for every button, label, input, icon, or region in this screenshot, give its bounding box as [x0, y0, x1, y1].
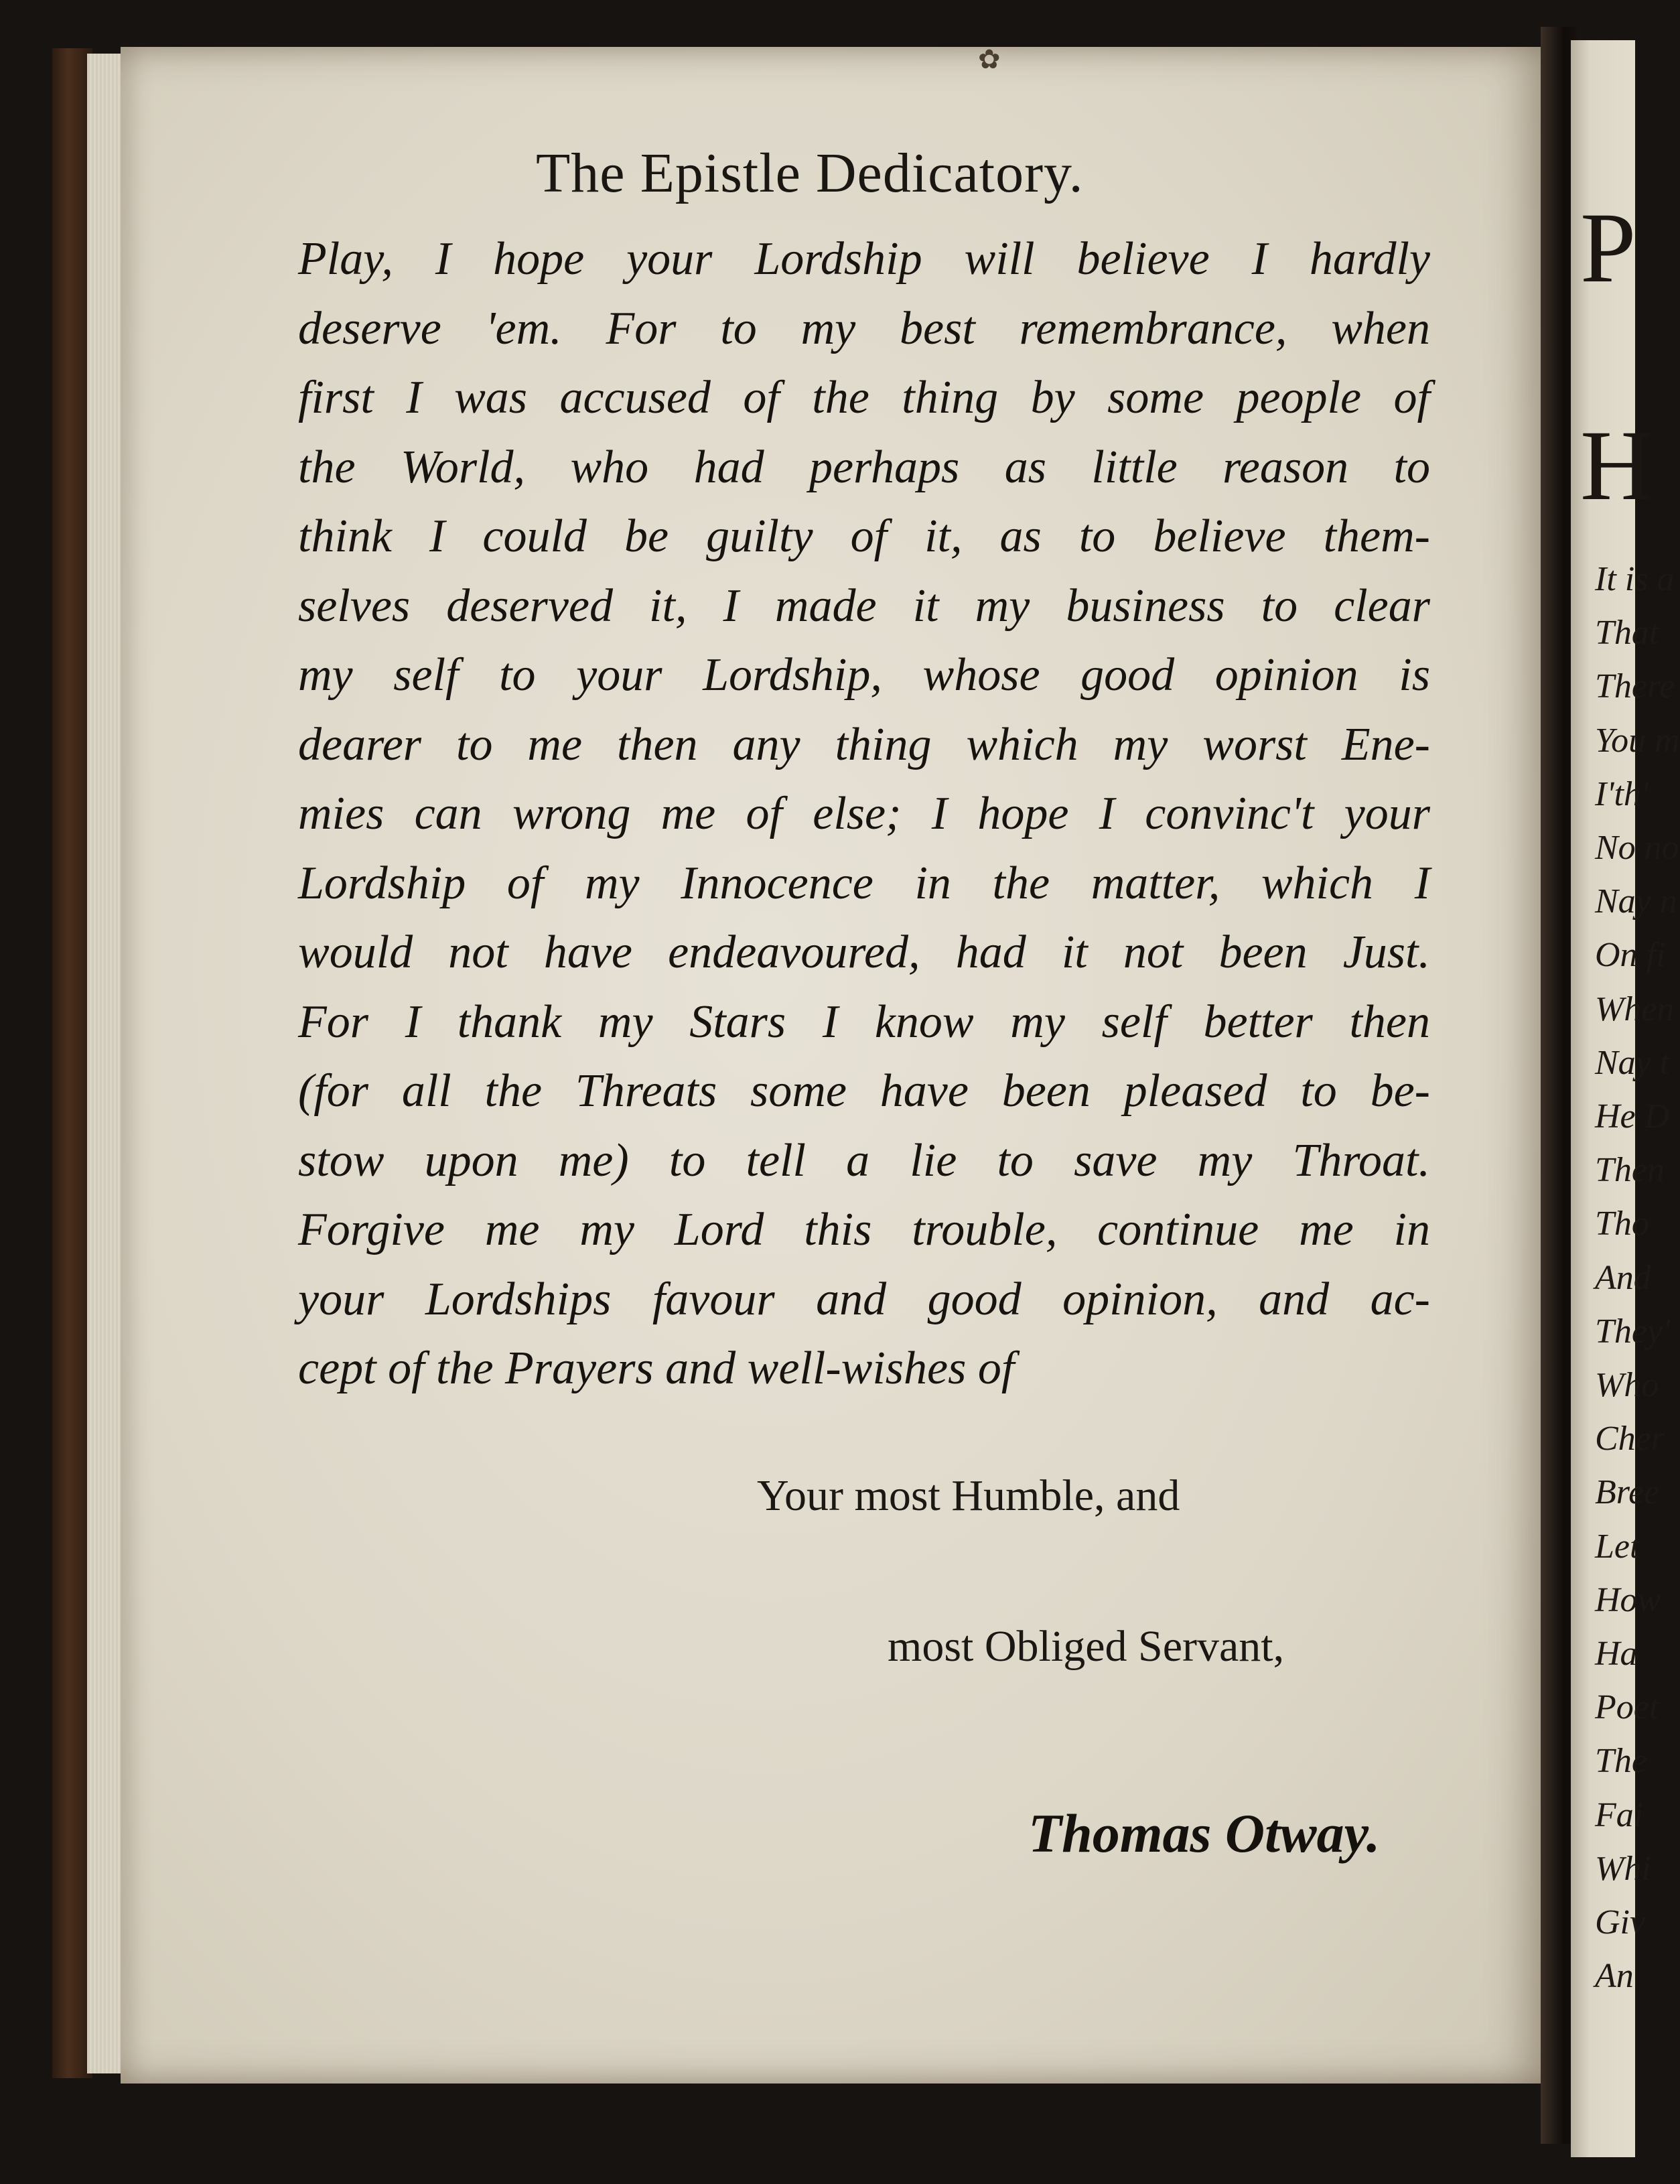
- facing-line-fragment: Fai: [1595, 1795, 1644, 1834]
- facing-line-fragment: I'th': [1595, 774, 1649, 813]
- signature: Thomas Otway.: [1028, 1803, 1381, 1864]
- text-line: the World, who had perhaps as little reason to: [298, 441, 1430, 493]
- text-line: Forgive me my Lord this trouble, continue me in: [298, 1204, 1430, 1255]
- facing-line-fragment: Nay n: [1595, 882, 1677, 921]
- text-line: mies can wrong me of else; I hope I convinc't your: [298, 788, 1430, 839]
- text-line: stow upon me) to tell a lie to save my Throat.: [298, 1134, 1430, 1186]
- facing-line-fragment: That: [1595, 614, 1659, 653]
- facing-line-fragment: Who: [1595, 1366, 1659, 1404]
- text-line: first I was accused of the thing by some people of: [298, 372, 1430, 423]
- page-edges: [87, 54, 123, 2073]
- facing-line-fragment: The: [1595, 1742, 1647, 1781]
- facing-line-fragment: You m: [1595, 721, 1680, 760]
- facing-line-fragment: It is a: [1595, 560, 1675, 598]
- page-title: The Epistle Dedicatory.: [536, 142, 1084, 204]
- ornament-icon: ✿: [978, 44, 1001, 75]
- text-line: dearer to me then any thing which my worst Ene-: [298, 718, 1430, 770]
- text-line: would not have endeavoured, had it not been Just.: [298, 927, 1430, 978]
- closing-line-1: Your most Humble, and: [757, 1471, 1180, 1520]
- facing-line-fragment: Ha: [1595, 1635, 1638, 1673]
- closing-line-2: most Obliged Servant,: [888, 1622, 1285, 1671]
- facing-page: [1571, 40, 1680, 2157]
- facing-line-fragment: No no: [1595, 829, 1679, 867]
- text-line: (for all the Threats some have been pleased to be-: [298, 1065, 1430, 1117]
- facing-line-fragment: Nay t: [1595, 1043, 1670, 1082]
- facing-line-fragment: Poet: [1595, 1688, 1659, 1727]
- epistle-body: [298, 224, 1430, 1404]
- text-line: selves deserved it, I made it my business to clear: [298, 579, 1430, 632]
- facing-line-fragment: Bree: [1595, 1473, 1660, 1512]
- facing-line-fragment: Then: [1595, 1151, 1665, 1190]
- facing-line-fragment: Whi: [1595, 1849, 1651, 1888]
- facing-line-fragment: They': [1595, 1312, 1671, 1351]
- book-board-edge: [52, 48, 92, 2078]
- facing-line-fragment: Tho: [1595, 1205, 1649, 1243]
- facing-line-fragment: There: [1595, 667, 1675, 706]
- facing-line-fragment: Giv: [1595, 1903, 1646, 1941]
- facing-line-fragment: When: [1595, 989, 1675, 1028]
- facing-line-fragment: Cher: [1595, 1420, 1665, 1458]
- text-line: cept of the Prayers and well-wishes of: [298, 1343, 1015, 1394]
- text-line: Play, I hope your Lordship will believe I hardly: [298, 233, 1430, 285]
- text-line: deserve 'em. For to my best remembrance, when: [298, 302, 1430, 354]
- text-line: my self to your Lordship, whose good opinion is: [298, 649, 1430, 701]
- text-line: For I thank my Stars I know my self better then: [298, 996, 1430, 1048]
- text-line: Lordship of my Innocence in the matter, which I: [298, 857, 1430, 909]
- facing-large-letter: P: [1580, 192, 1636, 303]
- facing-line-fragment: Let: [1595, 1527, 1640, 1566]
- facing-large-letter: H: [1580, 410, 1653, 521]
- facing-line-fragment: And: [1595, 1258, 1651, 1297]
- facing-line-fragment: An: [1595, 1957, 1634, 1996]
- text-line: think I could be guilty of it, as to believe them-: [298, 510, 1430, 562]
- facing-line-fragment: On fi: [1595, 936, 1666, 975]
- facing-line-fragment: How: [1595, 1580, 1661, 1619]
- facing-line-fragment: He D: [1595, 1097, 1670, 1136]
- text-line: your Lordships favour and good opinion, and ac-: [298, 1273, 1430, 1325]
